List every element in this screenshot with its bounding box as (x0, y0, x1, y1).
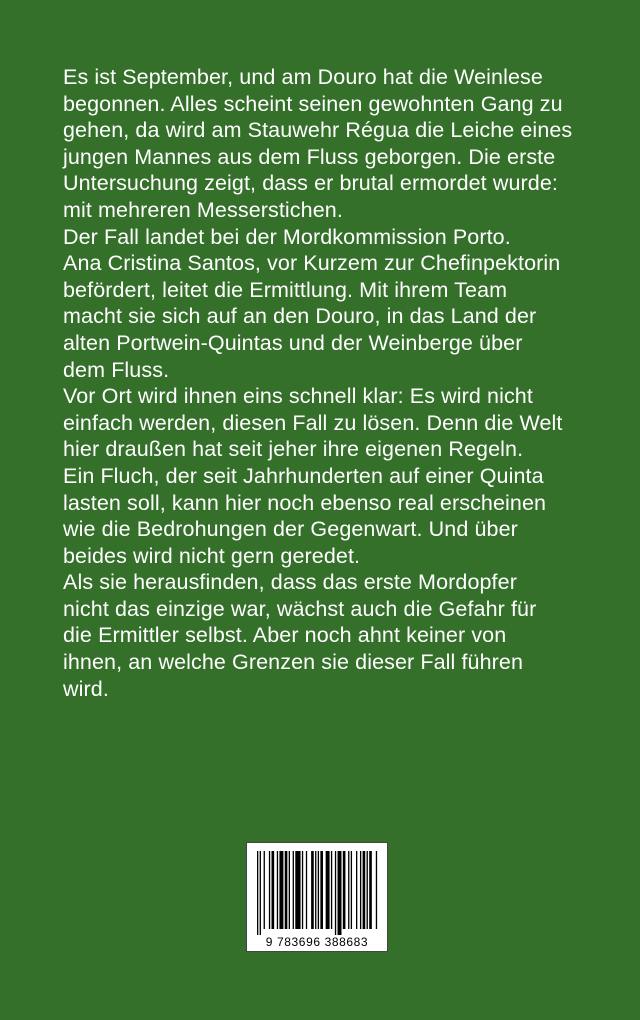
blurb-paragraph-2: Der Fall landet bei der Mordkommission Porto. Ana Cristina Santos, vor Kurzem zur Chefinpektorin befördert, leitet die Ermittlung. Mit ihrem Team macht sie sich auf an den Douro, in das Land der alten Portwein-Quintas und der Weinberge über dem Fluss. (63, 224, 561, 382)
blurb-paragraph-1: Es ist September, und am Douro hat die Weinlese begonnen. Alles scheint seinen gewohnten Gang zu gehen, da wird am Stauwehr Régua die Leiche eines jungen Mannes aus dem Fluss geborgen. Die erste Untersuchung zeigt, dass er brutal ermordet wurde: mit mehreren Messerstichen. (63, 65, 573, 222)
blurb-paragraph-3: Vor Ort wird ihnen eins schnell klar: Es wird nicht einfach werden, diesen Fall zu lösen. Denn die Welt hier draußen hat seit jeher ihre eigenen Regeln. Ein Fluch, der seit Jahrhunderten auf einer Quinta lasten soll, kann hier noch ebenso real erscheinen wie die Bedrohungen der Gegenwart. Und über beides wird nicht gern geredet. (63, 384, 563, 568)
back-cover-blurb (63, 64, 623, 702)
isbn-number: 9 783696 388683 (265, 935, 369, 949)
isbn-barcode (246, 842, 388, 952)
blurb-paragraph-4: Als sie herausfinden, dass das erste Mordopfer nicht das einzige war, wächst auch die Gefahr für die Ermittler selbst. Aber noch ahnt keiner von ihnen, an welche Grenzen sie dieser Fall führen wird. (63, 570, 537, 701)
barcode-bars (247, 843, 387, 935)
